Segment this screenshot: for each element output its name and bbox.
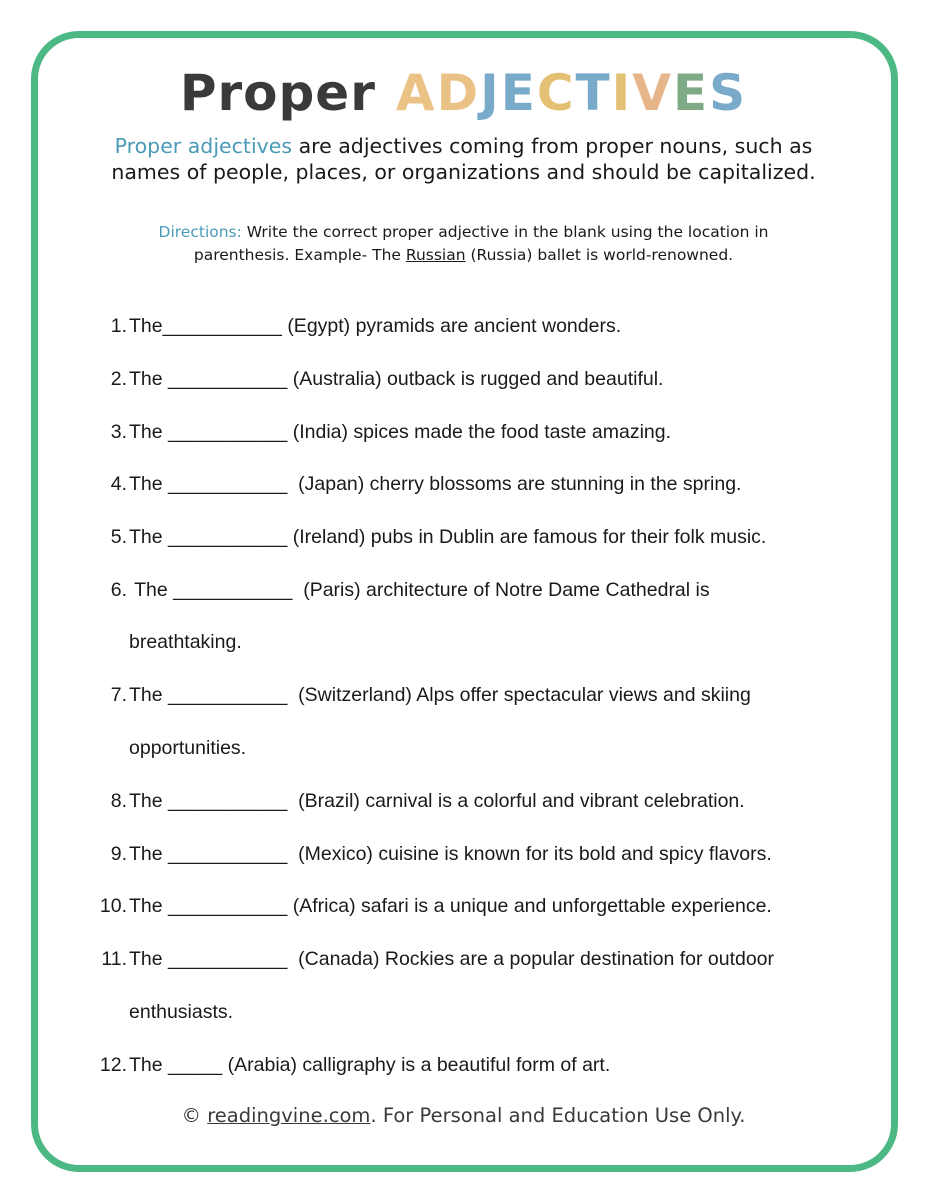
item-number: 11. <box>101 948 127 970</box>
item-text: The ___________ (Paris) architecture of Notre Dame Cathedral is <box>129 579 710 601</box>
title-letter: D <box>436 64 481 122</box>
item-text: The _____ (Arabia) calligraphy is a beautiful form of art. <box>129 1054 611 1076</box>
item-text: The ___________ (Japan) cherry blossoms are stunning in the spring. <box>129 473 742 495</box>
intro-text: are adjectives coming from proper nouns, such as names of people, places, or organizations and should be capitalized. <box>111 134 816 184</box>
item-number: 10. <box>99 895 127 917</box>
title-word-proper: Proper <box>179 64 376 122</box>
title-letter: E <box>672 64 710 122</box>
item-text: The ___________ (Canada) Rockies are a popular destination for outdoor <box>129 948 775 970</box>
item-text: The ___________ (Brazil) carnival is a colorful and vibrant celebration. <box>129 790 745 812</box>
item-number: 5. <box>110 526 127 548</box>
site-link[interactable]: readingvine.com <box>207 1104 371 1127</box>
item-number: 1. <box>110 315 127 337</box>
footer <box>0 1104 927 1127</box>
item-text: The ___________ (Australia) outback is rugged and beautiful. <box>129 368 664 390</box>
title-letter: J <box>480 64 501 122</box>
directions-text-before: Write the correct proper adjective in the blank using the location in parenthesis. Example- The <box>193 223 769 264</box>
title-letter: T <box>575 64 612 122</box>
item-text: The ___________ (Mexico) cuisine is known for its bold and spicy flavors. <box>129 843 772 865</box>
item-text: The ___________ (Africa) safari is a unique and unforgettable experience. <box>129 895 772 917</box>
item-text: breathtaking. <box>129 631 242 653</box>
item-number: 3. <box>110 421 127 443</box>
item-text: The___________ (Egypt) pyramids are ancient wonders. <box>129 315 622 337</box>
example-word: Russian <box>405 246 466 264</box>
item-text: opportunities. <box>129 737 247 759</box>
directions-label: Directions: <box>158 223 242 241</box>
title-letter: C <box>536 64 576 122</box>
item-text: enthusiasts. <box>129 1001 234 1023</box>
title-letter: I <box>611 64 633 122</box>
item-text: The ___________ (India) spices made the food taste amazing. <box>129 421 672 443</box>
item-number: 4. <box>110 473 127 495</box>
copyright-symbol: © <box>181 1104 208 1127</box>
footer-text: . For Personal and Education Use Only. <box>370 1104 746 1127</box>
title-letter: S <box>709 64 748 122</box>
item-number: 8. <box>110 790 127 812</box>
title-letter: A <box>395 64 437 122</box>
item-text: The ___________ (Ireland) pubs in Dublin are famous for their folk music. <box>129 526 767 548</box>
item-number: 12. <box>99 1054 127 1076</box>
item-number: 9. <box>110 843 127 865</box>
item-number: 7. <box>110 684 127 706</box>
item-number: 6. <box>110 579 127 601</box>
intro-highlight: Proper adjectives <box>114 134 293 158</box>
title-letter: V <box>632 64 673 122</box>
title-letter: E <box>500 64 537 122</box>
item-text: The ___________ (Switzerland) Alps offer spectacular views and skiing <box>129 684 751 706</box>
item-number: 2. <box>110 368 127 390</box>
directions-text-after: (Russia) ballet is world-renowned. <box>465 246 734 264</box>
